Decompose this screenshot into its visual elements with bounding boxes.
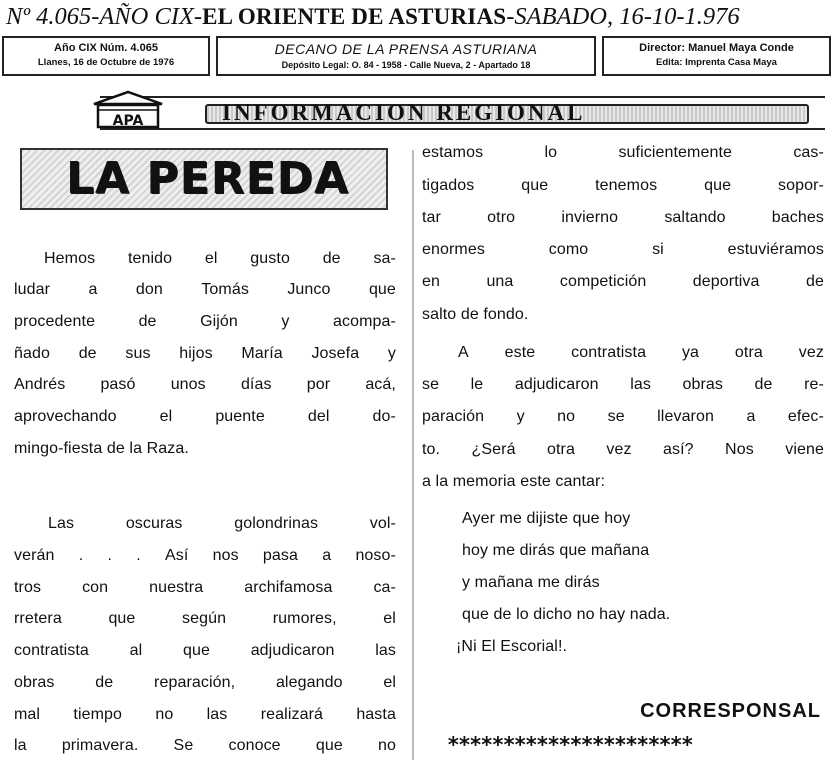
right-column-line: paración y no se llevaron a efec- [422, 408, 824, 425]
right-column-line: se le adjudicaron las obras de re- [422, 376, 824, 393]
issue-number: Año CIX Núm. 4.065 [54, 42, 158, 54]
masthead-left-box [2, 36, 210, 76]
left-column-line: la primavera. Se conoce que no [14, 737, 396, 754]
newspaper-header-line [6, 0, 830, 34]
left-column-line: ludar a don Tomás Junco que [14, 281, 396, 298]
masthead-motto: DECANO DE LA PRENSA ASTURIANA [274, 41, 538, 57]
left-column-line: procedente de Gijón y acompa- [14, 313, 396, 330]
article-heading: LA PEREDA [66, 153, 350, 204]
masthead-legal: Depósito Legal: O. 84 - 1958 - Calle Nueva, 2 - Apartado 18 [281, 60, 531, 70]
left-column-line: Las oscuras golondrinas vol- [48, 515, 396, 532]
issue-info: Nº 4.065-AÑO CIX- [6, 3, 203, 30]
right-column-line: y mañana me dirás [462, 574, 600, 591]
right-column-line: to. ¿Será otra vez así? Nos viene [422, 441, 824, 458]
right-column-line: tigados que tenemos que sopor- [422, 177, 824, 194]
right-column-line: salto de fondo. [422, 306, 529, 323]
right-column-line: Ayer me dijiste que hoy [462, 510, 631, 527]
logo-text: APA [112, 113, 144, 129]
left-column-line: aprovechando el puente del do- [14, 408, 396, 425]
right-column-line: ¡Ni El Escorial!. [456, 638, 568, 655]
left-column-line: mal tiempo no las realizará hasta [14, 706, 396, 723]
banner-rule-top [100, 96, 825, 98]
right-column-line: A este contratista ya otra vez [458, 344, 824, 361]
left-column-line: rretera que según rumores, el [14, 610, 396, 627]
right-column-line: tar otro invierno saltando baches [422, 209, 824, 226]
issue-place-date: Llanes, 16 de Octubre de 1976 [37, 57, 175, 68]
newspaper-name: EL ORIENTE DE ASTURIAS [202, 4, 507, 29]
left-column-line: verán . . . Así nos pasa a noso- [14, 547, 396, 564]
article-signature: CORRESPONSAL [640, 700, 821, 722]
section-banner [0, 90, 833, 132]
right-column-line: en una competición deportiva de [422, 273, 824, 290]
banner-rule-bottom [100, 128, 825, 130]
left-column-line: Andrés pasó unos días por acá, [14, 376, 396, 393]
right-column-line: que de lo dicho no hay nada. [462, 606, 671, 623]
masthead-director: Director: Manuel Maya Conde [639, 42, 794, 54]
left-column-line: ñado de sus hijos María Josefa y [14, 345, 396, 362]
issue-date: -SABADO, 16-10-1.976 [506, 3, 740, 30]
column-divider [412, 150, 414, 760]
left-column-line: tros con nuestra archifamosa ca- [14, 579, 396, 596]
right-column-line: estamos lo suficientemente cas- [422, 144, 824, 161]
masthead-publisher: Edita: Imprenta Casa Maya [656, 57, 777, 68]
right-column-line: enormes como si estuviéramos [422, 241, 824, 258]
left-column-line: contratista al que adjudicaron las [14, 642, 396, 659]
right-column-line: hoy me dirás que mañana [462, 542, 650, 559]
left-column-line: Hemos tenido el gusto de sa- [44, 250, 396, 267]
article-heading-box [20, 148, 388, 210]
section-title: INFORMACION REGIONAL [222, 100, 586, 125]
masthead-center-box [216, 36, 596, 76]
apa-logo-icon [88, 90, 168, 130]
masthead-right-box [602, 36, 831, 76]
left-column-line: obras de reparación, alegando el [14, 674, 396, 691]
right-column-line: a la memoria este cantar: [422, 473, 606, 490]
article-end-stars: ********************** [447, 733, 693, 757]
left-column-line: mingo-fiesta de la Raza. [14, 440, 189, 457]
